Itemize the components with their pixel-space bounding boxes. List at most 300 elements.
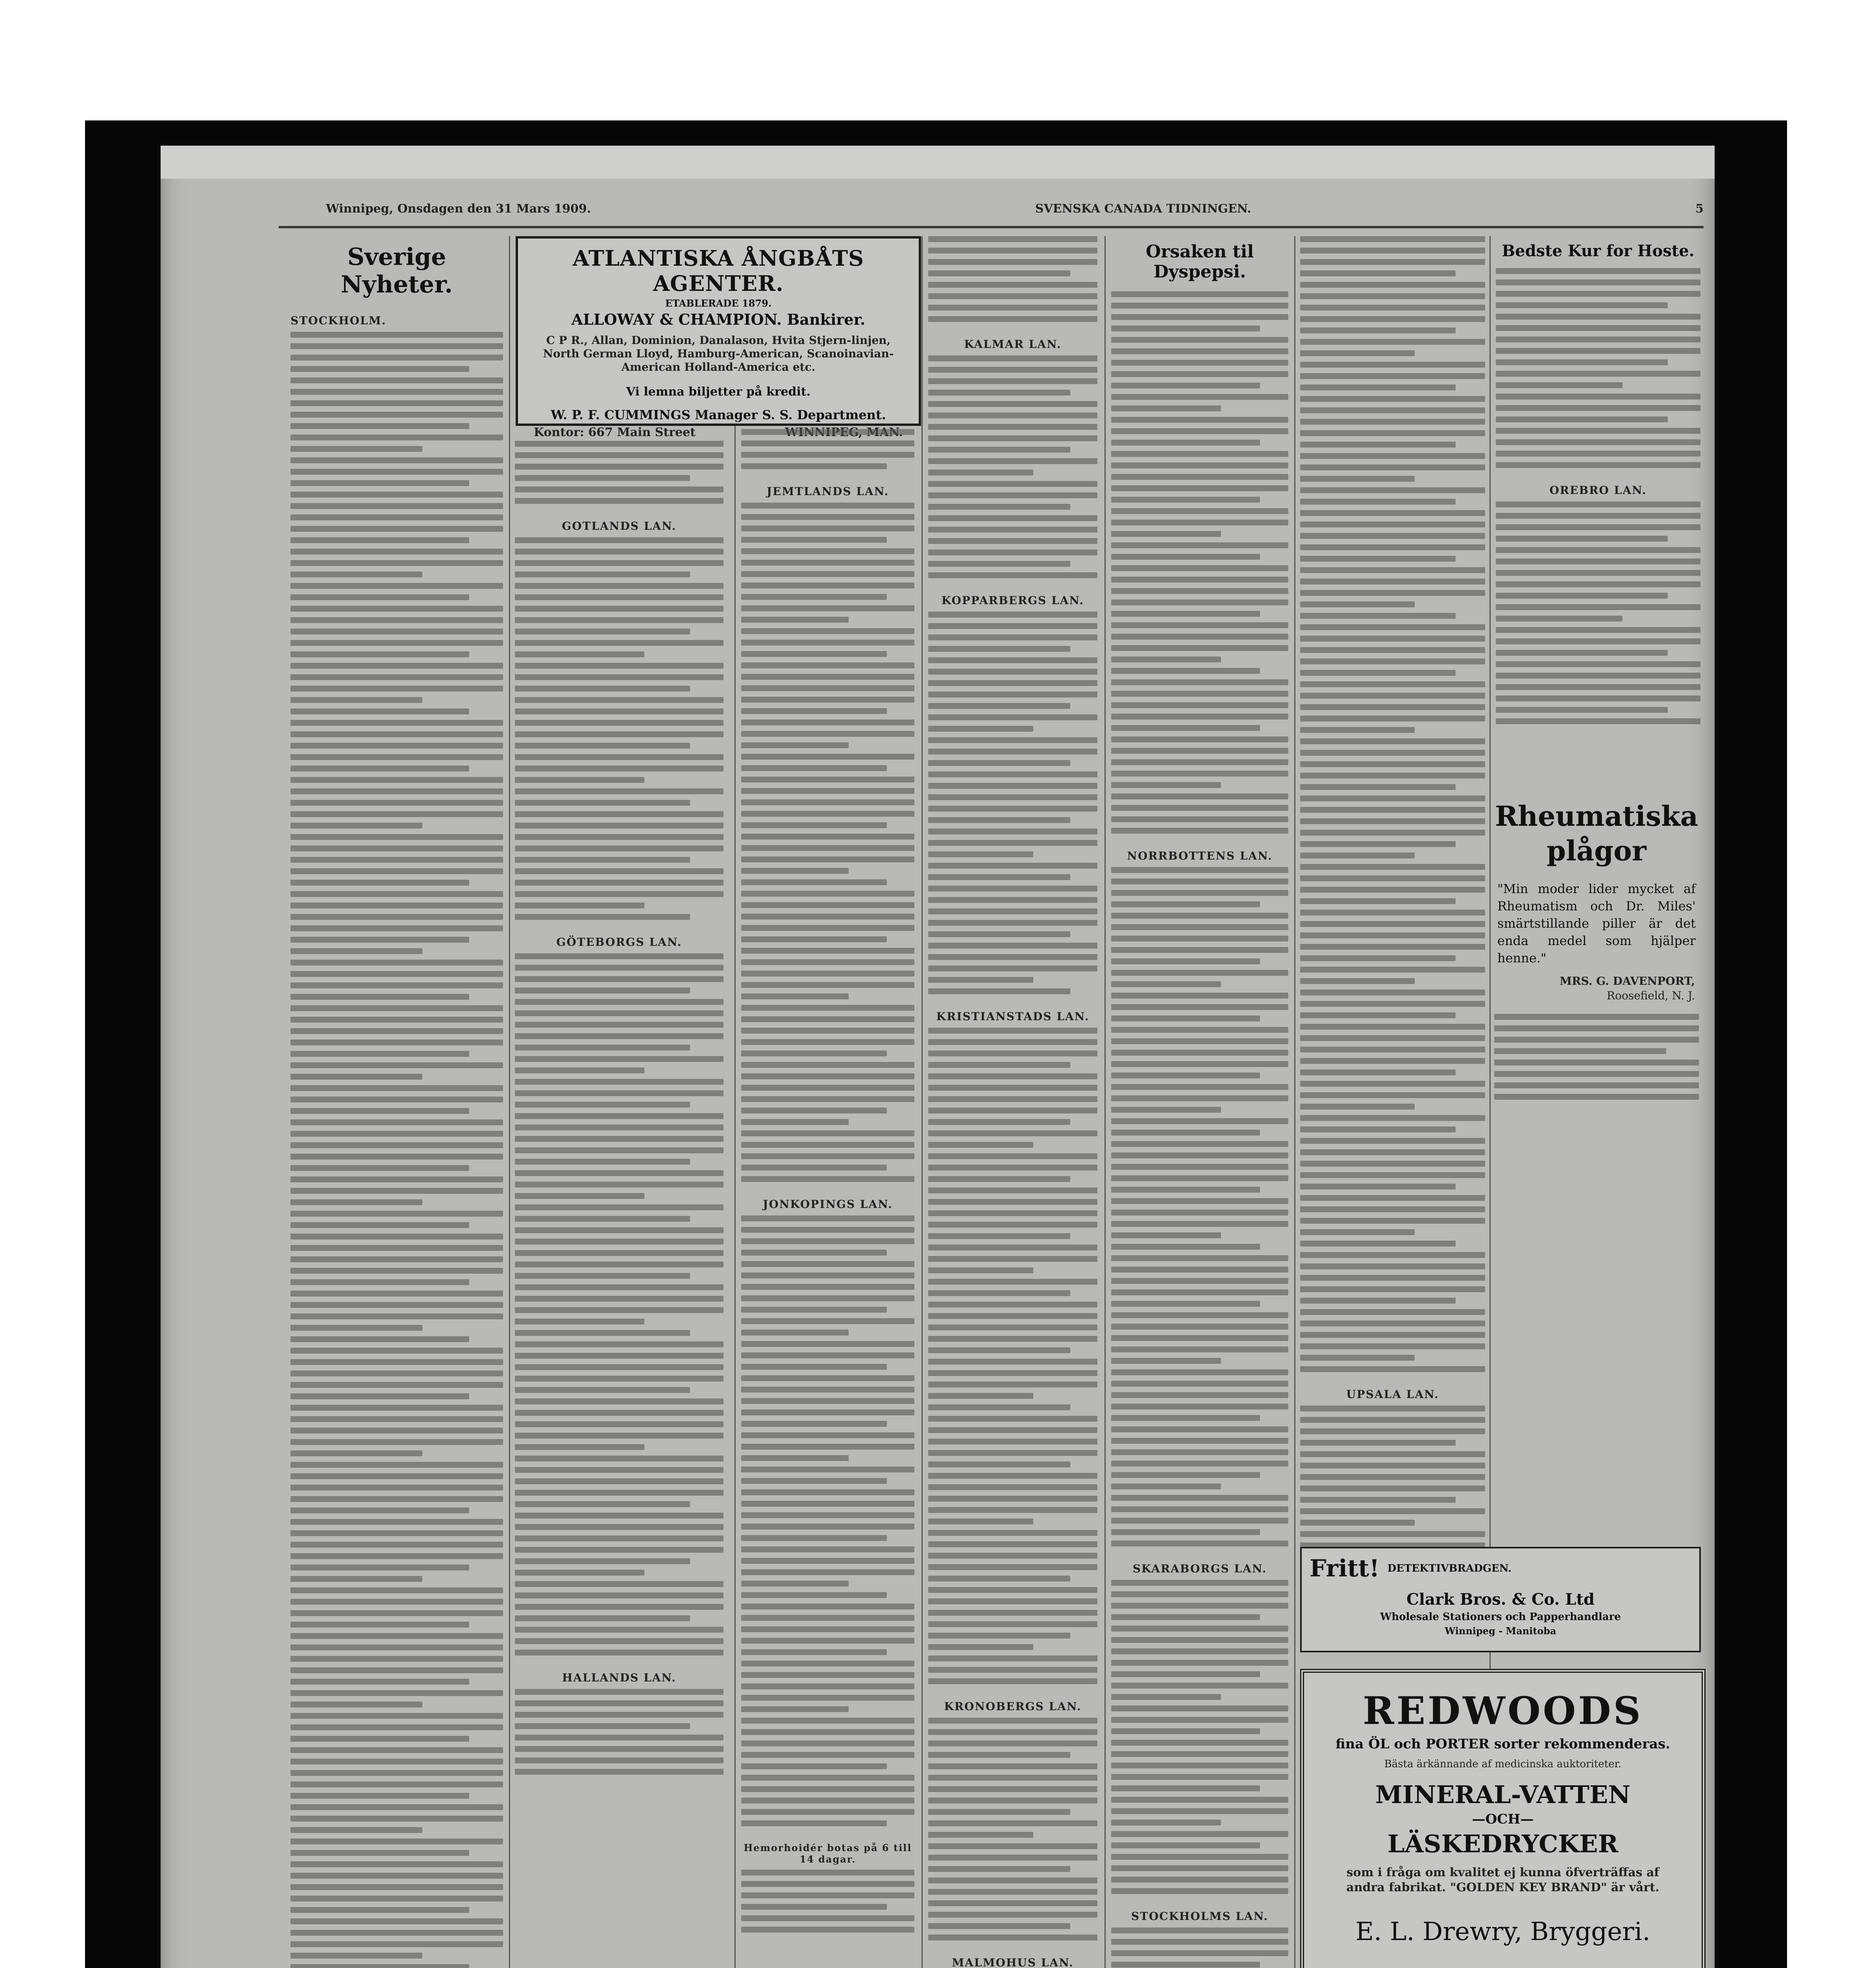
text-line [1111, 1950, 1288, 1956]
text-line [1300, 1497, 1456, 1503]
text-line [515, 1045, 690, 1051]
text-line [290, 1165, 469, 1171]
text-line [290, 811, 503, 817]
text-line [1111, 1061, 1288, 1067]
text-line [741, 914, 914, 919]
text-line [515, 1113, 723, 1119]
text-line [1300, 1406, 1485, 1411]
text-line [1300, 407, 1485, 413]
text-line [928, 931, 1070, 937]
text-line [1300, 305, 1485, 311]
text-line [741, 1615, 914, 1621]
text-line [741, 1307, 887, 1313]
text-line [928, 634, 1097, 640]
text-line [290, 1291, 503, 1297]
text-line [928, 282, 1097, 288]
text-line [515, 1079, 723, 1085]
text-line [1111, 531, 1221, 537]
text-line [290, 1770, 503, 1776]
text-line [515, 1558, 690, 1564]
article-body [928, 236, 1097, 322]
text-line [1494, 1060, 1699, 1065]
text-line [1111, 1369, 1288, 1375]
text-line [1300, 853, 1415, 858]
text-line [928, 1096, 1097, 1102]
text-line [290, 526, 503, 532]
text-line [1300, 1081, 1485, 1087]
text-line [928, 1519, 1033, 1524]
article-body [928, 1718, 1097, 1940]
clark-bros: Clark Bros. & Co. Ltd [1406, 1590, 1595, 1609]
text-line [515, 640, 723, 646]
text-line [741, 1409, 914, 1415]
text-line [515, 651, 644, 657]
text-line [290, 948, 422, 954]
text-line [290, 629, 503, 634]
text-line [1300, 282, 1485, 288]
text-line [1300, 1474, 1485, 1480]
text-line [1496, 707, 1668, 713]
text-line [515, 572, 690, 577]
text-line [928, 1843, 1097, 1849]
section-heading: OREBRO LAN. [1549, 484, 1647, 497]
text-line [290, 960, 503, 966]
text-line [1300, 1161, 1485, 1167]
text-line [741, 1387, 914, 1393]
text-line [741, 1892, 914, 1898]
text-line [1111, 805, 1288, 811]
text-line [741, 1535, 887, 1541]
text-line [290, 617, 503, 623]
text-line [1111, 326, 1260, 331]
text-line [1111, 828, 1288, 834]
text-line [928, 527, 1097, 533]
text-line [1111, 485, 1288, 491]
atlantiska-ad [516, 236, 921, 439]
text-line [928, 1507, 1097, 1513]
text-line [741, 1215, 914, 1221]
text-line [928, 1256, 1097, 1262]
text-line [928, 612, 1097, 618]
text-line [1111, 1210, 1288, 1215]
text-line [290, 731, 503, 737]
text-line [1111, 645, 1288, 651]
text-line [741, 754, 914, 760]
text-line [741, 720, 914, 725]
text-line [741, 925, 914, 931]
text-line [741, 845, 914, 851]
text-line [741, 1501, 914, 1507]
text-line [1494, 1014, 1699, 1020]
text-line [515, 1444, 644, 1450]
text-line [290, 891, 503, 897]
text-line [741, 605, 914, 611]
text-line [515, 857, 690, 863]
text-line [1111, 1095, 1288, 1101]
text-line [741, 1524, 914, 1530]
text-line [928, 305, 1097, 311]
text-line [290, 1473, 503, 1479]
text-line [741, 1763, 887, 1769]
text-line [741, 1649, 887, 1655]
text-line [928, 1062, 1070, 1068]
text-line [515, 1261, 723, 1267]
text-line [741, 1904, 887, 1910]
text-line [290, 1382, 503, 1388]
text-line [1111, 1740, 1288, 1746]
text-line [515, 1273, 690, 1279]
text-line [928, 538, 1097, 544]
text-line [290, 1485, 503, 1491]
text-line [515, 1193, 644, 1199]
text-line [515, 674, 723, 680]
text-line [1300, 236, 1485, 242]
text-line [741, 1250, 887, 1256]
text-line [928, 572, 1097, 578]
text-line [741, 902, 914, 908]
text-line [1111, 1854, 1288, 1860]
text-line [1496, 684, 1700, 690]
text-line [1300, 1184, 1456, 1189]
text-line [1300, 1069, 1456, 1075]
text-line [741, 731, 914, 737]
text-line [1496, 268, 1700, 274]
text-line [1496, 559, 1700, 564]
redwoods-ad [1300, 1669, 1706, 1968]
text-line [290, 1793, 469, 1799]
text-line [1300, 738, 1485, 744]
text-line [928, 657, 1097, 663]
text-line [1300, 464, 1485, 470]
text-line [1111, 622, 1288, 628]
section-heading: KALMAR LAN. [964, 338, 1062, 351]
text-line [741, 525, 914, 531]
text-line [928, 561, 1070, 567]
text-line [1300, 875, 1485, 881]
article-body [928, 1028, 1097, 1684]
text-line [1111, 657, 1221, 662]
text-line [1111, 1301, 1260, 1307]
text-line [1111, 1614, 1260, 1620]
text-line [290, 1416, 503, 1422]
section-heading: KOPPARBERGS LAN. [941, 594, 1084, 607]
text-line [290, 1371, 503, 1376]
text-line [290, 1679, 469, 1685]
text-line [741, 1130, 914, 1136]
text-line [741, 993, 849, 999]
text-line [1300, 864, 1485, 870]
text-line [1300, 1001, 1485, 1007]
text-line [515, 845, 723, 851]
article-body [290, 332, 503, 1968]
text-line [290, 937, 469, 943]
text-line [928, 1416, 1097, 1422]
text-line [741, 617, 849, 623]
text-line [928, 270, 1070, 276]
text-line [290, 1553, 503, 1559]
text-line [515, 1330, 690, 1336]
text-line [515, 617, 723, 623]
text-line [1111, 1175, 1288, 1181]
column-divider [1105, 236, 1106, 1968]
text-line [741, 1085, 914, 1091]
text-line [290, 1256, 503, 1262]
text-line [1300, 1531, 1485, 1537]
text-line [741, 571, 914, 577]
text-line [741, 1028, 914, 1034]
text-line [290, 1827, 422, 1833]
text-line [290, 914, 503, 920]
text-line [515, 1341, 723, 1347]
text-line [1111, 1580, 1288, 1586]
text-line [515, 777, 644, 783]
text-line [928, 1119, 1070, 1125]
text-line [1300, 1309, 1485, 1315]
clark-desc: Wholesale Stationers och Papperhandlare [1380, 1611, 1621, 1623]
text-line [1300, 1092, 1485, 1098]
text-line [290, 1930, 503, 1936]
text-line [290, 1907, 469, 1913]
text-line [1111, 1335, 1288, 1341]
text-line [1111, 1541, 1288, 1546]
text-line [515, 1239, 723, 1245]
ad-established: ETABLERADE 1879. [665, 298, 772, 309]
text-line [928, 1439, 1097, 1445]
text-line [290, 572, 422, 577]
text-line [1111, 1962, 1260, 1968]
text-line [1300, 967, 1485, 973]
text-line [1111, 1683, 1288, 1689]
text-line [1111, 1820, 1221, 1826]
text-line [515, 708, 723, 714]
text-line [290, 1781, 503, 1787]
text-line [928, 470, 1033, 475]
text-line [1111, 337, 1288, 343]
text-line [1111, 970, 1288, 976]
section-heading: MALMOHUS LAN. [952, 1956, 1074, 1968]
text-line [1300, 1241, 1456, 1247]
text-line [515, 1581, 723, 1587]
text-line [1111, 554, 1260, 560]
text-line [928, 1553, 1097, 1559]
text-line [928, 248, 1097, 253]
column-divider [509, 236, 510, 1968]
text-line [741, 1626, 914, 1632]
text-line [741, 1478, 887, 1484]
text-line [928, 646, 1070, 652]
text-line [290, 1599, 503, 1605]
text-line [741, 1489, 914, 1495]
text-line [1300, 1520, 1415, 1526]
text-line [928, 1051, 1097, 1056]
text-line [1300, 1440, 1456, 1446]
text-line [1111, 588, 1288, 594]
text-line [1111, 748, 1288, 754]
text-line [928, 259, 1097, 265]
text-line [1496, 405, 1700, 411]
text-line [741, 1581, 849, 1587]
text-line [290, 1188, 503, 1194]
article-body [515, 953, 723, 1655]
text-line [515, 1296, 723, 1302]
text-line [1111, 1626, 1288, 1631]
text-line [290, 1028, 503, 1034]
text-line [1496, 394, 1700, 400]
text-line [741, 1706, 849, 1712]
rheum-signature: MRS. G. DAVENPORT, [1560, 975, 1695, 988]
text-line [741, 1051, 887, 1056]
text-line [290, 1759, 503, 1765]
text-line [1300, 1343, 1485, 1349]
article-body [1111, 867, 1288, 1546]
text-line [290, 1222, 469, 1228]
text-line [741, 1512, 914, 1518]
text-line [1111, 417, 1288, 423]
text-line [741, 640, 914, 646]
article-body [741, 429, 914, 469]
column-divider [1294, 236, 1295, 1968]
text-line [1300, 510, 1485, 516]
text-line [290, 1005, 503, 1011]
text-line [515, 1712, 723, 1718]
fritt-ad [1300, 1547, 1701, 1652]
text-line [1111, 1038, 1288, 1044]
text-line [1111, 1267, 1288, 1273]
text-line [928, 1279, 1097, 1285]
text-line [928, 367, 1097, 373]
text-line [290, 1199, 422, 1205]
text-line [515, 1125, 723, 1130]
text-line [1111, 702, 1288, 708]
redwoods-title: REDWOODS [1363, 1689, 1643, 1733]
text-line [290, 1131, 503, 1137]
section-heading: SKARABORGS LAN. [1132, 1562, 1267, 1575]
text-line [1300, 1366, 1485, 1372]
text-line [928, 1644, 1033, 1650]
text-line [928, 1324, 1097, 1330]
text-line [1111, 1289, 1288, 1295]
text-line [928, 954, 1097, 960]
text-line [1111, 879, 1288, 884]
text-line [515, 1769, 723, 1775]
text-line [741, 463, 887, 469]
text-line [515, 1250, 723, 1256]
text-line [1300, 522, 1485, 527]
text-line [1496, 718, 1700, 724]
text-line [1111, 1255, 1288, 1261]
text-line [1496, 501, 1700, 507]
text-line [290, 1507, 469, 1513]
text-line [515, 1604, 723, 1610]
text-line [515, 1227, 723, 1233]
text-line [1111, 1198, 1288, 1204]
text-line [515, 1547, 723, 1553]
text-line [928, 829, 1097, 834]
text-line [1111, 1278, 1288, 1284]
text-line [290, 480, 469, 486]
text-line [515, 475, 690, 481]
text-line [515, 999, 723, 1005]
text-line [1300, 601, 1415, 607]
text-line [1496, 547, 1700, 553]
section-heading: KRISTIANSTADS LAN. [936, 1010, 1090, 1023]
text-line [1111, 1404, 1288, 1409]
text-line [290, 880, 469, 886]
text-line [1300, 316, 1485, 322]
text-line [928, 355, 1097, 361]
text-line [1300, 1229, 1415, 1235]
text-line [290, 594, 469, 600]
text-line [1111, 371, 1288, 377]
text-line [515, 965, 723, 971]
ad-address: Kontor: 667 Main Street [534, 425, 696, 439]
text-line [928, 1564, 1097, 1570]
text-line [515, 1022, 723, 1028]
text-line [741, 1142, 914, 1148]
text-line [1300, 533, 1485, 539]
text-line [515, 903, 644, 908]
text-line [741, 936, 887, 942]
text-line [290, 606, 503, 612]
text-line [741, 1638, 914, 1644]
section-heading: HALLANDS LAN. [562, 1671, 677, 1684]
text-line [928, 1809, 1070, 1815]
text-line [290, 1062, 503, 1068]
text-line [290, 503, 503, 509]
text-line [928, 988, 1070, 994]
text-line [928, 817, 1070, 823]
text-line [290, 400, 503, 406]
text-line [1300, 339, 1485, 345]
rheumatism-ad [1494, 799, 1699, 1303]
text-line [1111, 1648, 1288, 1654]
text-line [741, 1870, 914, 1876]
text-line [515, 464, 723, 470]
text-line [741, 1569, 914, 1575]
text-line [1496, 348, 1700, 354]
text-line [928, 1866, 1070, 1872]
text-line [741, 674, 914, 680]
text-line [1111, 1381, 1288, 1387]
text-line [1496, 439, 1700, 445]
text-line [1300, 1428, 1485, 1434]
text-line [741, 1096, 914, 1102]
text-line [741, 1284, 914, 1290]
text-line [928, 669, 1097, 675]
text-line [1111, 1506, 1288, 1512]
text-line [928, 1290, 1070, 1296]
text-line [1111, 924, 1288, 930]
text-line [741, 1375, 914, 1381]
text-line [1111, 1705, 1288, 1711]
text-line [928, 1798, 1097, 1803]
text-line [515, 1456, 723, 1461]
text-line [1300, 795, 1485, 801]
text-line [290, 1142, 503, 1148]
text-line [1300, 556, 1456, 562]
text-line [741, 1455, 849, 1461]
text-line [515, 823, 723, 829]
text-line [1111, 1015, 1260, 1021]
text-line [290, 1039, 503, 1045]
text-line [928, 760, 1070, 766]
text-line [1111, 793, 1288, 799]
page-fold [161, 146, 1715, 179]
text-line [290, 1268, 503, 1274]
text-line [1111, 440, 1260, 446]
text-line [928, 1912, 1097, 1918]
text-line [1300, 1024, 1485, 1030]
